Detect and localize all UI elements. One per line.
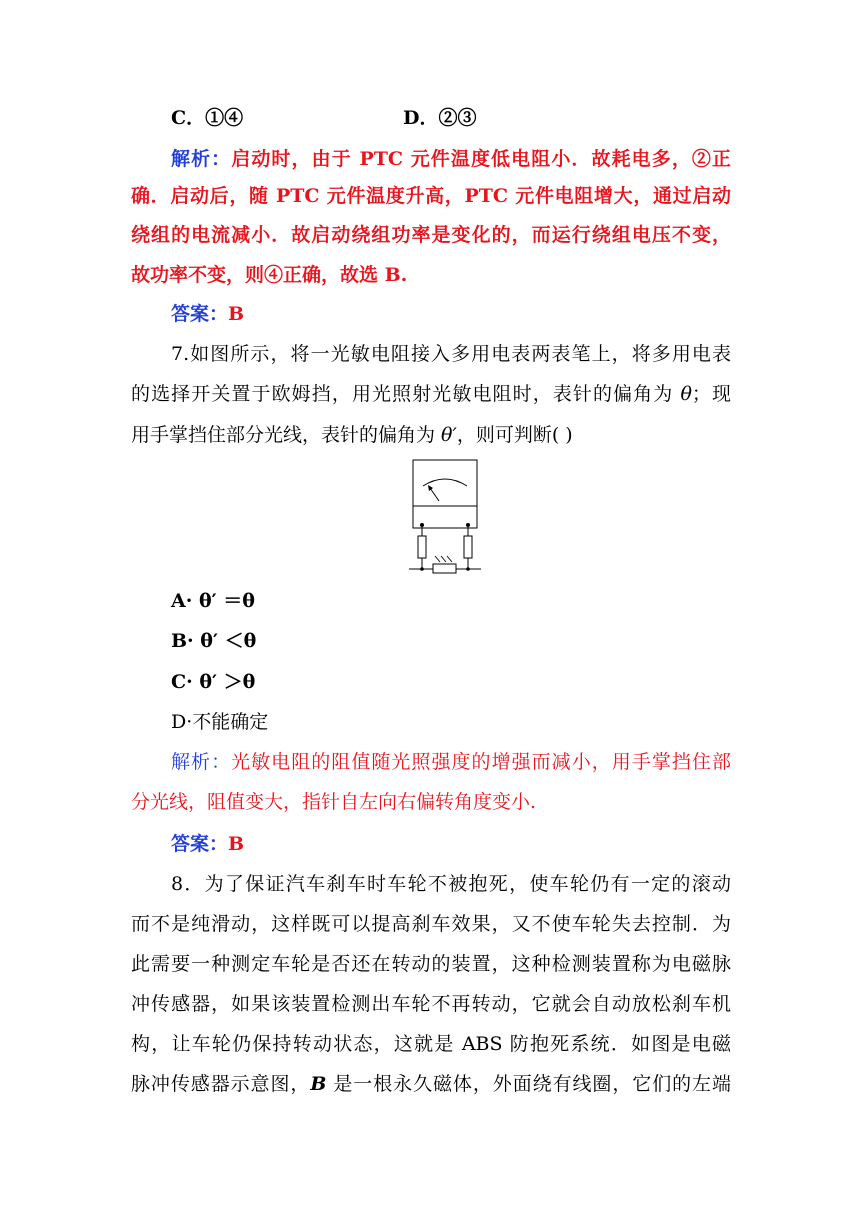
stem-text: ；现: [691, 383, 731, 405]
theta-symbol: θ: [680, 383, 692, 405]
analysis-line: [171, 147, 731, 171]
answer-value: B: [228, 833, 245, 855]
stem-text: 用手掌挡住部分光线，表针的偏角为: [131, 424, 442, 446]
analysis-line: 绕组的电流减小．故启动绕组功率是变化的，而运行绕组电压不变，: [131, 224, 731, 246]
answer-value: B: [228, 303, 245, 325]
answer-line: [171, 832, 771, 856]
analysis-text: 启动时，由于 PTC 元件温度低电阻小．故耗电多，②正: [231, 148, 731, 170]
analysis-line: [171, 750, 731, 774]
option-c: C．①④: [171, 107, 244, 129]
analysis-label: 解析：: [171, 751, 232, 773]
option-b: B· θ′ ＜θ: [171, 630, 257, 652]
option-a: A· θ′ ＝θ: [171, 590, 255, 612]
dial-scale: [423, 479, 467, 486]
question-8-line: 此需要一种测定车轮是否还在转动的装置，这种检测装置称为电磁脉: [131, 953, 731, 975]
analysis-line: 确．启动后，随 PTC 元件温度升高，PTC 元件电阻增大，通过启动: [131, 185, 731, 207]
answer-label: 答案：: [171, 833, 229, 855]
needle-arrow: [428, 485, 433, 491]
analysis-line: 分光线，阻值变大，指针自左向右偏转角度变小.: [131, 791, 537, 813]
stem-text: ，则可判断( ): [456, 424, 573, 446]
theta-prime-symbol: θ′: [441, 424, 457, 446]
q8-text: 是一根永久磁体，外面绕有线圈，它们的左端: [326, 1073, 731, 1095]
analysis-line: 故功率不变，则④正确，故选 B.: [131, 264, 408, 286]
question-8-line: 构，让车轮仍保持转动状态，这就是 ABS 防抱死系统．如图是电磁: [131, 1033, 731, 1055]
analysis-label: 解析：: [171, 148, 232, 170]
q8-text: 脉冲传感器示意图，: [131, 1073, 311, 1095]
photoresistor: [433, 564, 456, 573]
question-8-line: 8．为了保证汽车刹车时车轮不被抱死，使车轮仍有一定的滚动: [171, 873, 731, 895]
stem-text: 的选择开关置于欧姆挡，用光照射光敏电阻时，表针的偏角为: [131, 383, 681, 405]
question-8-line: 冲传感器，如果该装置检测出车轮不再转动，它就会自动放松刹车机: [131, 993, 731, 1015]
light-arrows: [435, 556, 452, 562]
meter-body: [413, 460, 477, 528]
ohmmeter-photoresistor-diagram: [405, 458, 490, 578]
question-8-line: 而不是纯滑动，这样既可以提高刹车效果，又不使车轮失去控制．为: [131, 913, 731, 935]
probe-left: [418, 536, 426, 558]
answer-label: 答案：: [171, 303, 229, 325]
option-d: D·不能确定: [171, 711, 269, 733]
question-stem: [131, 423, 731, 447]
option-d: D．②③: [403, 107, 477, 129]
analysis-text: 光敏电阻的阻值随光照强度的增强而减小，用手掌挡住部: [231, 751, 731, 773]
question-stem: [131, 382, 731, 406]
meter-needle: [430, 488, 439, 501]
magnet-symbol: B: [310, 1073, 327, 1095]
option-c: C· θ′ ＞θ: [171, 671, 256, 693]
question-stem: 7.如图所示，将一光敏电阻接入多用电表两表笔上，将多用电表: [171, 343, 731, 365]
answer-line: [171, 302, 771, 326]
probe-right: [464, 536, 472, 558]
question-8-line: [131, 1072, 731, 1096]
